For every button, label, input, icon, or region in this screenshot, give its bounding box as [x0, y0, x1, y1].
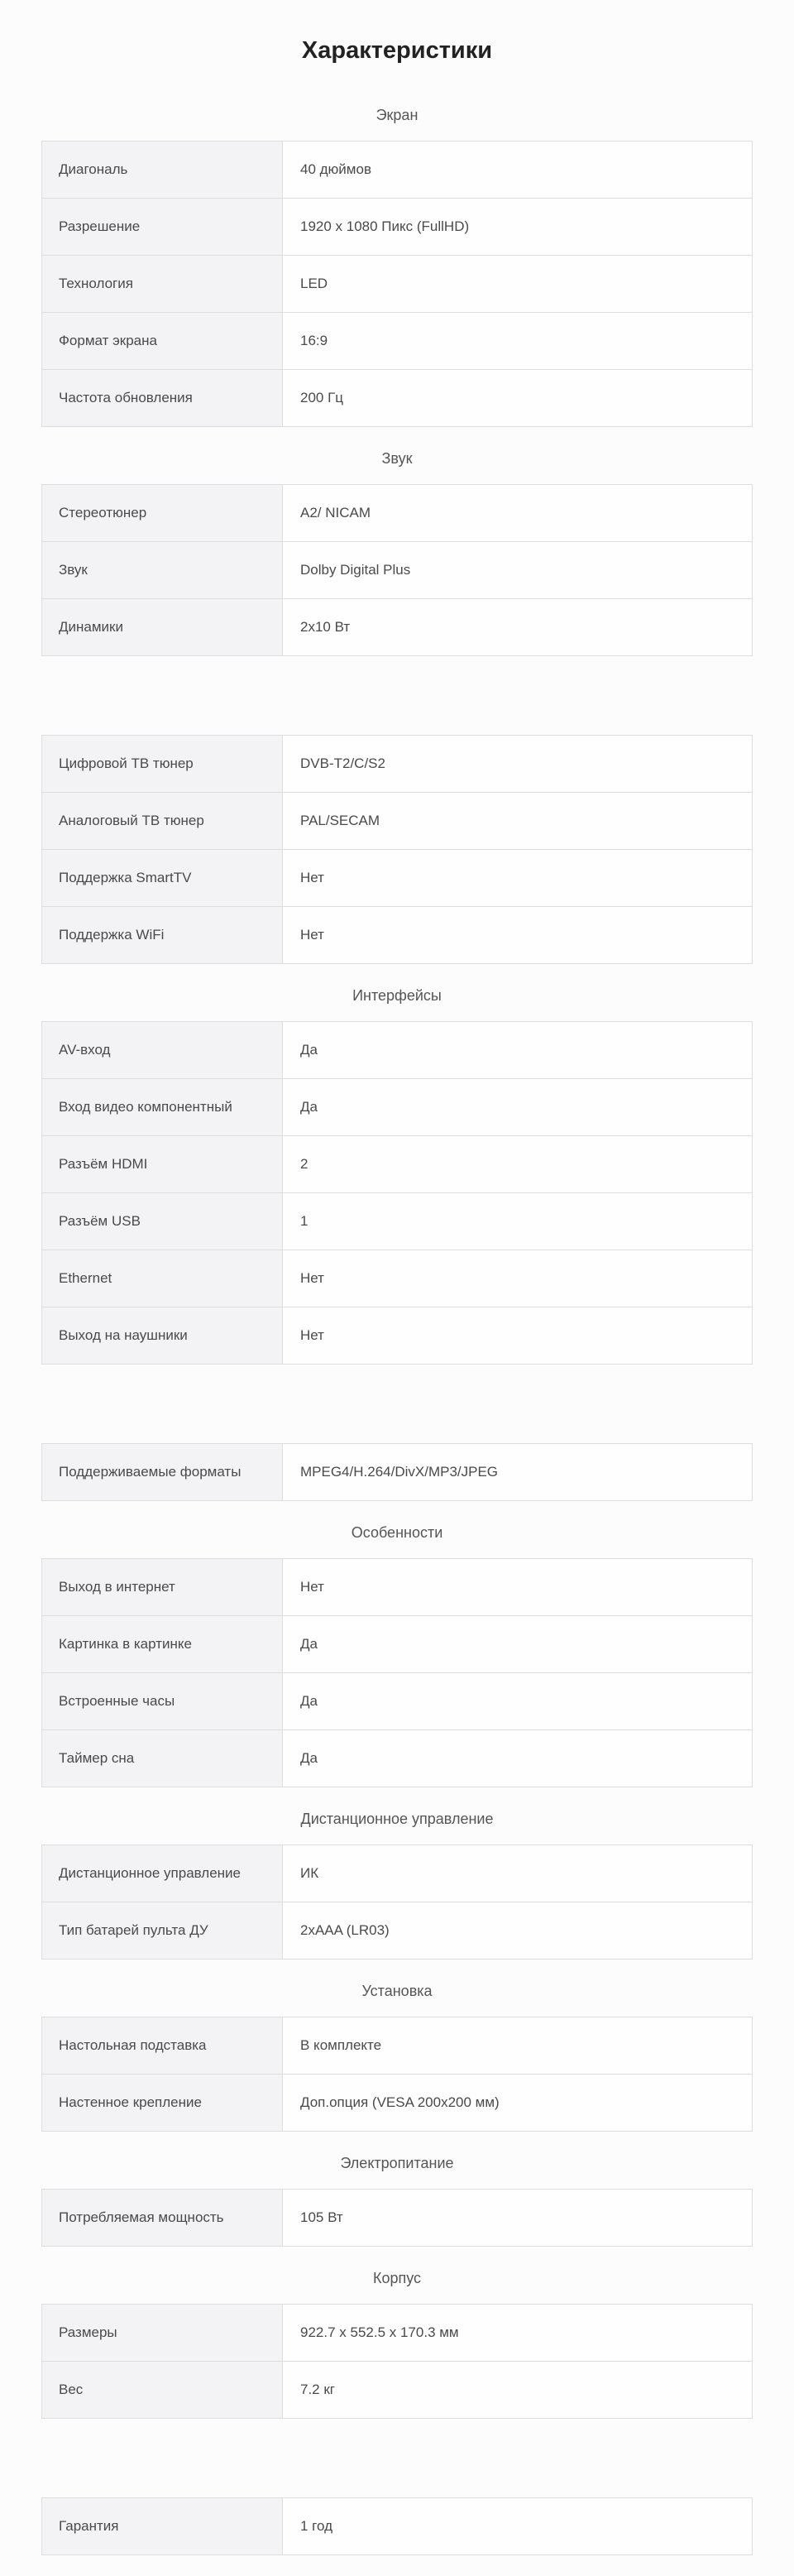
- spec-name: Разъём HDMI: [42, 1136, 283, 1192]
- spec-name: AV-вход: [42, 1022, 283, 1078]
- section-spacer: [0, 656, 794, 677]
- spec-table: [41, 1558, 753, 1787]
- spec-row: [42, 1673, 752, 1730]
- spec-row: [42, 2190, 752, 2247]
- spec-value: 1 год: [300, 2518, 333, 2534]
- spec-table: [41, 484, 753, 656]
- spec-name: Настенное крепление: [42, 2075, 283, 2131]
- spec-row: [42, 256, 752, 313]
- spec-row: [42, 142, 752, 199]
- spec-name: Выход в интернет: [42, 1559, 283, 1615]
- spec-name: Динамики: [42, 599, 283, 655]
- section-spacer: [0, 2419, 794, 2439]
- spec-table: [41, 141, 753, 427]
- spec-value: Да: [300, 1042, 318, 1058]
- spec-row: [42, 1444, 752, 1501]
- spec-value: PAL/SECAM: [300, 813, 380, 828]
- spec-value: 2x10 Вт: [300, 619, 351, 635]
- spec-value: 922.7 x 552.5 x 170.3 мм: [300, 2324, 459, 2340]
- spec-row: [42, 1307, 752, 1365]
- spec-value: ИК: [300, 1865, 319, 1881]
- spec-row: [42, 1136, 752, 1193]
- spec-name: Дистанционное управление: [42, 1845, 283, 1902]
- spec-row: [42, 1079, 752, 1136]
- spec-name: Звук: [42, 542, 283, 598]
- spec-value: 7.2 кг: [300, 2382, 335, 2397]
- spec-table: [41, 2017, 753, 2132]
- spec-row: [42, 599, 752, 656]
- spec-row: [42, 1845, 752, 1902]
- spec-name: Ethernet: [42, 1250, 283, 1307]
- section-heading: Экран: [375, 107, 419, 123]
- spec-row: [42, 199, 752, 256]
- spec-row: [42, 1616, 752, 1673]
- spec-value: Dolby Digital Plus: [300, 562, 411, 578]
- spec-row: [42, 1193, 752, 1250]
- spec-value: 1920 x 1080 Пикс (FullHD): [300, 218, 470, 234]
- spec-name: Гарантия: [42, 2498, 283, 2554]
- spec-value: 2xAAA (LR03): [300, 1922, 390, 1938]
- spec-name: Тип батарей пульта ДУ: [42, 1902, 283, 1959]
- spec-row: [42, 485, 752, 542]
- spec-value: 2: [300, 1156, 309, 1172]
- spec-value: Нет: [300, 927, 324, 943]
- spec-value: LED: [300, 276, 328, 291]
- spec-name: Стереотюнер: [42, 485, 283, 541]
- section-spacer: [0, 2132, 794, 2152]
- spec-value: Да: [300, 1636, 318, 1652]
- spec-row: [42, 736, 752, 793]
- spec-value: 200 Гц: [300, 390, 344, 405]
- spec-name: Технология: [42, 256, 283, 312]
- spec-table: [41, 735, 753, 964]
- spec-value: 40 дюймов: [300, 161, 371, 177]
- spec-row: [42, 1559, 752, 1616]
- section-heading: Корпус: [372, 2270, 422, 2286]
- spec-name: Цифровой ТВ тюнер: [42, 736, 283, 792]
- spec-value: DVB-T2/C/S2: [300, 756, 385, 771]
- spec-row: [42, 1730, 752, 1787]
- section-spacer: [0, 1365, 794, 1385]
- spec-name: Формат экрана: [42, 313, 283, 369]
- spec-name: Поддержка SmartTV: [42, 850, 283, 906]
- spec-value: 1: [300, 1213, 309, 1229]
- spec-name: Встроенные часы: [42, 1673, 283, 1729]
- spec-row: [42, 2498, 752, 2555]
- spec-name: Аналоговый ТВ тюнер: [42, 793, 283, 849]
- section-spacer: [0, 427, 794, 448]
- spec-name: Частота обновления: [42, 370, 283, 426]
- section-heading: Интерфейсы: [352, 987, 442, 1004]
- spec-value: Да: [300, 1693, 318, 1709]
- spec-value: Нет: [300, 1327, 324, 1343]
- section-heading: Установка: [361, 1983, 433, 1999]
- section-heading: [0, 677, 794, 735]
- spec-name: Размеры: [42, 2305, 283, 2361]
- spec-value: Да: [300, 1750, 318, 1766]
- spec-row: [42, 1250, 752, 1307]
- section-spacer: [0, 2247, 794, 2267]
- spec-value: 16:9: [300, 333, 328, 348]
- spec-row: [42, 2075, 752, 2132]
- section-spacer: [0, 2555, 794, 2576]
- spec-value: Доп.опция (VESA 200x200 мм): [300, 2094, 500, 2110]
- spec-table: [41, 1021, 753, 1365]
- section-spacer: [0, 1960, 794, 1980]
- spec-value: Нет: [300, 1270, 324, 1286]
- section-heading: [0, 1385, 794, 1443]
- spec-table: [41, 1844, 753, 1960]
- spec-row: [42, 370, 752, 427]
- spec-table: [41, 1443, 753, 1501]
- section-heading: Особенности: [351, 1524, 443, 1541]
- spec-table: [41, 2189, 753, 2247]
- section-spacer: [0, 1787, 794, 1808]
- spec-name: Разрешение: [42, 199, 283, 255]
- spec-value: A2/ NICAM: [300, 505, 371, 520]
- section-heading: Звук: [381, 450, 413, 467]
- spec-row: [42, 1022, 752, 1079]
- spec-table: [41, 2304, 753, 2419]
- spec-row: [42, 2362, 752, 2419]
- spec-name: Настольная подставка: [42, 2017, 283, 2074]
- page-title: Характеристики: [301, 37, 493, 64]
- section-spacer: [0, 1501, 794, 1522]
- spec-name: Диагональ: [42, 142, 283, 198]
- section-heading: Дистанционное управление: [300, 1811, 494, 1827]
- spec-row: [42, 793, 752, 850]
- spec-value: Нет: [300, 870, 324, 885]
- spec-sections: [0, 104, 794, 2576]
- spec-value: Да: [300, 1099, 318, 1115]
- spec-name: Вес: [42, 2362, 283, 2418]
- spec-name: Поддержка WiFi: [42, 907, 283, 963]
- spec-table: [41, 2497, 753, 2555]
- spec-value: MPEG4/H.264/DivX/MP3/JPEG: [300, 1464, 499, 1480]
- spec-name: Таймер сна: [42, 1730, 283, 1787]
- section-heading: [0, 2439, 794, 2497]
- spec-name: Выход на наушники: [42, 1307, 283, 1364]
- section-spacer: [0, 964, 794, 985]
- spec-row: [42, 313, 752, 370]
- spec-name: Потребляемая мощность: [42, 2190, 283, 2246]
- spec-name: Поддерживаемые форматы: [42, 1444, 283, 1500]
- spec-name: Вход видео компонентный: [42, 1079, 283, 1135]
- spec-row: [42, 2305, 752, 2362]
- spec-row: [42, 542, 752, 599]
- spec-row: [42, 850, 752, 907]
- spec-row: [42, 907, 752, 964]
- spec-value: В комплекте: [300, 2037, 382, 2053]
- section-heading: Электропитание: [340, 2155, 454, 2171]
- spec-name: Картинка в картинке: [42, 1616, 283, 1672]
- spec-value: Нет: [300, 1579, 324, 1595]
- spec-value: 105 Вт: [300, 2209, 343, 2225]
- spec-name: Разъём USB: [42, 1193, 283, 1250]
- spec-row: [42, 1902, 752, 1960]
- spec-row: [42, 2017, 752, 2075]
